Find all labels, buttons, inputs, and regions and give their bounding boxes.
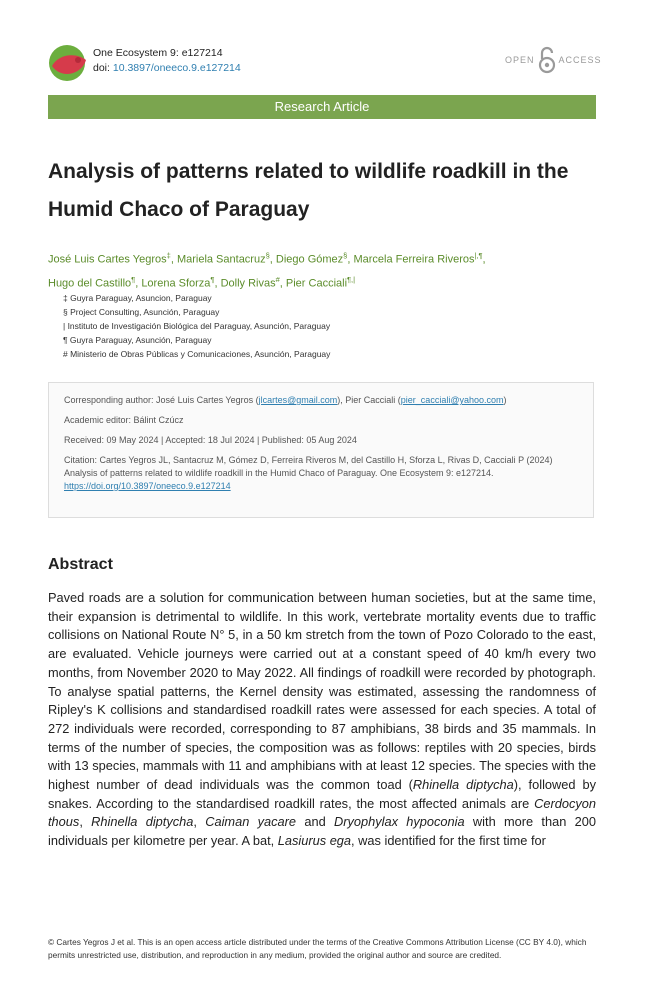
corresponding-author: Corresponding author: José Luis Cartes Yegros (jlcartes@gmail.com), Pier Cacciali (pier_cacciali@yahoo.com) xyxy=(64,395,507,405)
citation-doi-link[interactable]: https://doi.org/10.3897/oneeco.9.e127214 xyxy=(64,481,231,491)
species-name: Dryophylax hypoconia xyxy=(333,814,465,830)
species-name: Lasiurus ega xyxy=(277,833,352,849)
affiliation: ¶ Guyra Paraguay, Asunción, Paraguay xyxy=(63,335,212,345)
author-affiliation-marker: ‡ xyxy=(166,251,171,260)
author-list xyxy=(48,246,608,293)
author-separator: , xyxy=(170,253,177,266)
email-link[interactable]: pier_cacciali@yahoo.com xyxy=(400,395,504,405)
author-separator: , xyxy=(269,253,276,266)
journal-doi: doi: 10.3897/oneeco.9.e127214 xyxy=(93,62,241,74)
species-name: Rhinella diptycha xyxy=(412,777,514,793)
abstract-heading: Abstract xyxy=(48,556,113,573)
species-name: Cerdocyon thous xyxy=(48,795,596,830)
author-affiliation-marker: |,¶ xyxy=(474,251,483,260)
author-name[interactable]: Hugo del Castillo xyxy=(48,277,132,290)
author-affiliation-marker: § xyxy=(265,251,270,260)
author-separator: , xyxy=(279,277,286,290)
author-separator: , xyxy=(482,253,486,266)
open-access-lock-icon xyxy=(537,45,557,75)
affiliation: # Ministerio de Obras Públicas y Comunicaciones, Asunción, Paraguay xyxy=(63,349,331,359)
author-name[interactable]: Marcela Ferreira Riveros xyxy=(353,253,475,266)
author-name[interactable]: Lorena Sforza xyxy=(141,277,211,290)
journal-name: One Ecosystem 9: e127214 xyxy=(93,47,223,59)
author-affiliation-marker: ¶,| xyxy=(347,274,356,284)
author-name[interactable]: Diego Gómez xyxy=(275,253,344,266)
author-affiliation-marker: § xyxy=(343,251,348,260)
email-link[interactable]: jlcartes@gmail.com xyxy=(258,395,338,405)
species-name: Caiman yacare xyxy=(205,814,297,830)
ecosystem-logo-icon xyxy=(48,44,88,82)
author-affiliation-marker: ¶ xyxy=(131,274,136,284)
article-info-box xyxy=(48,382,594,518)
article-dates: Received: 09 May 2024 | Accepted: 18 Jul 2024 | Published: 05 Aug 2024 xyxy=(64,435,357,445)
license-footer: © Cartes Yegros J et al. This is an open access article distributed under the terms of the Creative Commons Attribution License (CC BY 4.0), which permits unrestricted use, distribution, and reproduction in any medium, provided the original author and source are credited. xyxy=(48,937,587,960)
author-separator: , xyxy=(214,277,221,290)
author-affiliation-marker: ¶ xyxy=(210,274,215,284)
doi-link[interactable]: 10.3897/oneeco.9.e127214 xyxy=(112,62,241,74)
affiliation: ‡ Guyra Paraguay, Asuncion, Paraguay xyxy=(63,293,212,303)
article-title: Analysis of patterns related to wildlife roadkill in the Humid Chaco of Paraguay xyxy=(48,160,569,221)
author-name[interactable]: José Luis Cartes Yegros xyxy=(48,253,167,266)
citation: Citation: Cartes Yegros JL, Santacruz M, Gómez D, Ferreira Riveros M, del Castillo H, Sforza L, Rivas D, Cacciali P (2024) Analysis of patterns related to wildlife roadkill in the Humid Chaco of Paraguay. One Ecosystem 9: e127214. https://doi.org/10.3897/oneeco.9.e127214 xyxy=(64,455,553,491)
species-name: Rhinella diptycha xyxy=(91,814,194,830)
affiliation: | Instituto de Investigación Biológica del Paraguay, Asunción, Paraguay xyxy=(63,321,331,331)
journal-logo xyxy=(48,44,88,82)
open-access-badge: OPEN ACCESS xyxy=(505,45,602,75)
author-separator: , xyxy=(135,277,142,290)
author-name[interactable]: Pier Cacciali xyxy=(285,277,348,290)
author-affiliation-marker: # xyxy=(275,274,280,284)
affiliation-list xyxy=(63,291,330,361)
author-name[interactable]: Dolly Rivas xyxy=(220,277,276,290)
author-separator: , xyxy=(347,253,354,266)
abstract-text: Paved roads are a solution for communication between human societies, but at the same time, their expansion is detrimental to wildlife. In this work, vertebrate mortality events due to traffic collisions on National Route N° 5, in a 50 km stretch from the town of Pozo Colorado to the east, are evaluated. Vehicle journeys were carried out at a constant speed of 40 km/h every two months, from November 2020 to May 2022. All findings of roadkill were recorded by photograph. To analyse spatial patterns, the Kernel density was estimated, assessing the randomness of Ripley's K collisions and standardised roadkill rates were assessed for each species. A total of 272 individuals were recorded, corresponding to 87 amphibians, 38 birds and 35 mammals. In terms of the number of species, the composition was as follows: reptiles with 20 species, birds with 13 species, mammals with 11 and amphibians with at least 12 species. The species with the highest number of dead individuals was the common toad (Rhinella diptycha), followed by snakes. According to the standardised roadkill rates, the most affected animals are Cerdocyon thous, Rhinella diptycha, Caiman yacare and Dryophylax hypoconia with more than 200 individuals per kilometre per year. A bat, Lasiurus ega, was identified for the first time for xyxy=(48,590,596,849)
author-name[interactable]: Mariela Santacruz xyxy=(176,253,266,266)
academic-editor: Academic editor: Bálint Czúcz xyxy=(64,415,184,425)
article-type-banner: Research Article xyxy=(48,95,596,119)
journal-info xyxy=(93,46,241,76)
affiliation: § Project Consulting, Asunción, Paraguay xyxy=(63,307,220,317)
